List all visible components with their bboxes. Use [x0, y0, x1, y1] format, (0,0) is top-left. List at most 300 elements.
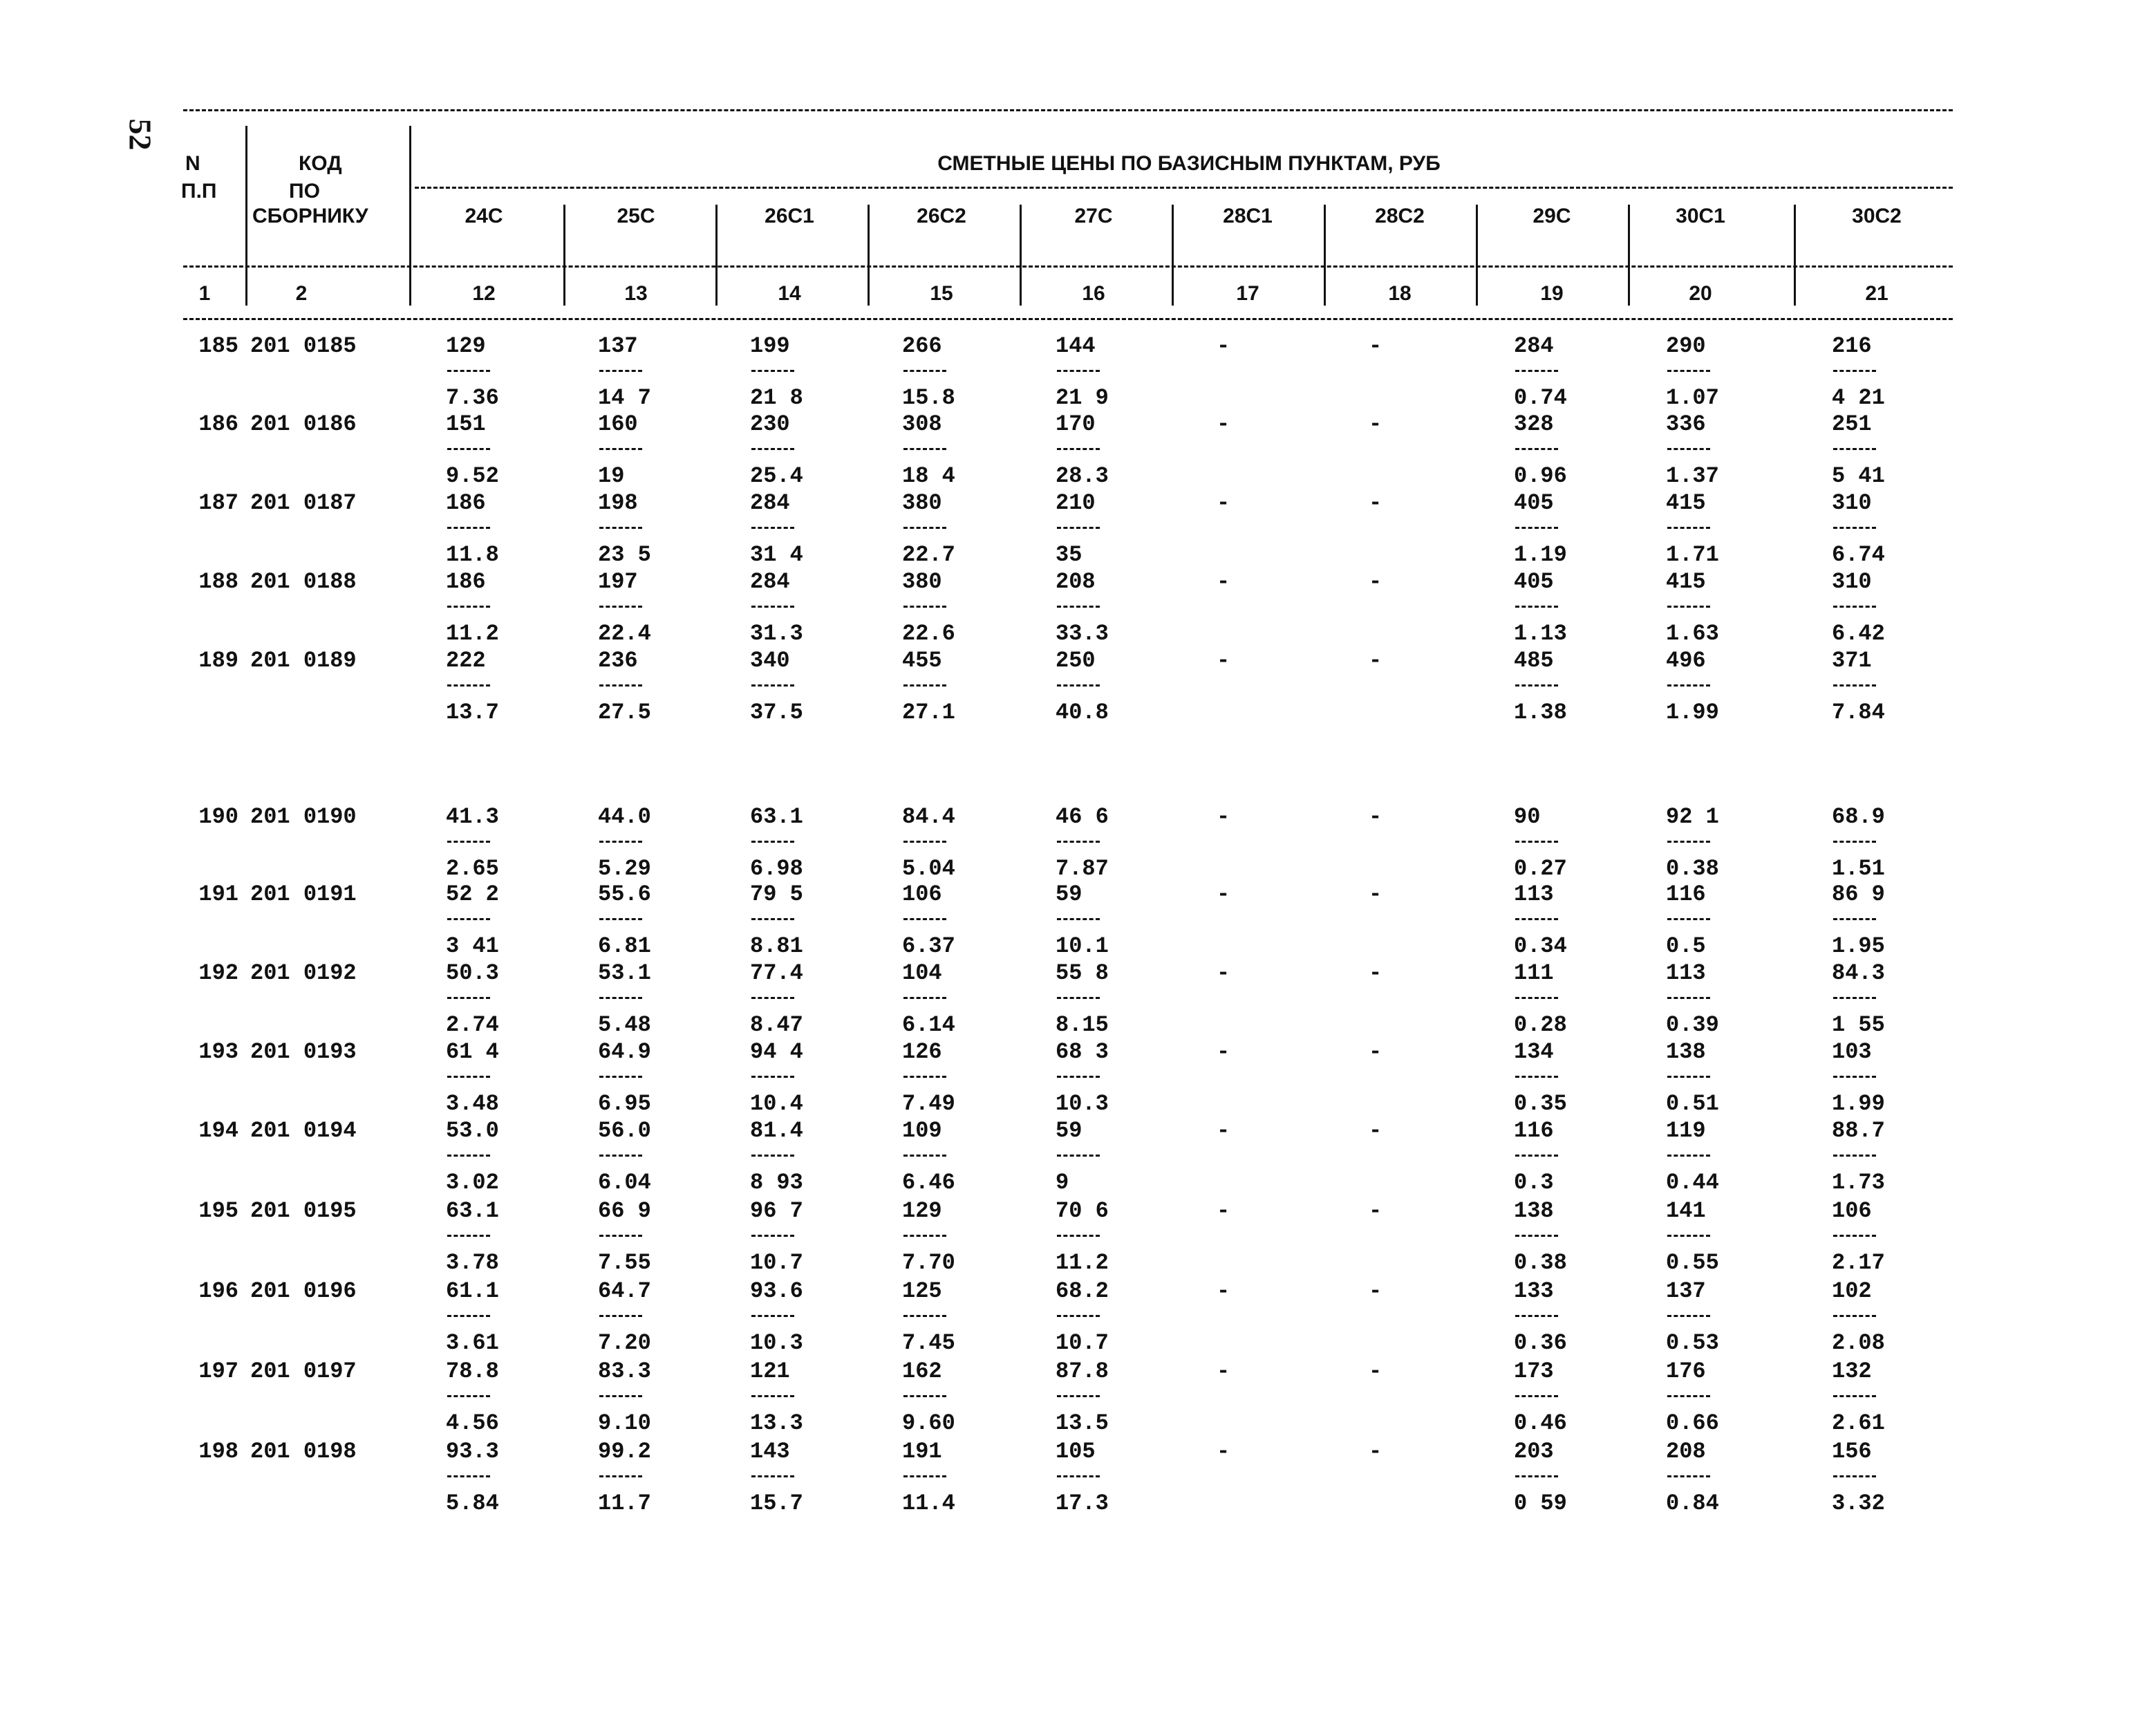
- fraction-bar: [903, 997, 946, 999]
- price-numerator: 109: [902, 1118, 942, 1143]
- col-separator: [245, 126, 247, 306]
- price-numerator: 371: [1832, 648, 1872, 673]
- rule-numbers-bottom: [183, 318, 1953, 320]
- price-denominator: 1.71: [1666, 542, 1719, 568]
- price-numerator: -: [1217, 411, 1230, 437]
- price-numerator: -: [1217, 569, 1230, 595]
- price-numerator: 113: [1514, 881, 1554, 907]
- fraction-bar: [1515, 1235, 1558, 1237]
- price-denominator: 0.96: [1514, 463, 1567, 489]
- fraction-bar: [1057, 1155, 1100, 1157]
- price-numerator: 64.7: [598, 1278, 651, 1304]
- fraction-bar: [1667, 1395, 1710, 1397]
- fraction-bar: [751, 606, 794, 608]
- fraction-bar: [903, 684, 946, 687]
- fraction-bar: [447, 370, 490, 372]
- price-denominator: 15.8: [902, 385, 955, 411]
- price-numerator: 77.4: [750, 960, 803, 986]
- fraction-bar: [1667, 997, 1710, 999]
- price-denominator: 31.3: [750, 621, 803, 646]
- row-code: 201 0195: [250, 1198, 357, 1224]
- fraction-bar: [447, 841, 490, 843]
- column-number: 13: [624, 282, 648, 305]
- row-number: 190: [198, 804, 238, 830]
- price-numerator: 455: [902, 648, 942, 673]
- price-numerator: 79 5: [750, 881, 803, 907]
- fraction-bar: [599, 606, 642, 608]
- price-numerator: 405: [1514, 490, 1554, 516]
- price-numerator: 284: [1514, 333, 1554, 359]
- price-numerator: 104: [902, 960, 942, 986]
- header-point-30С1: 30С1: [1676, 205, 1725, 227]
- price-denominator: 5.29: [598, 856, 651, 881]
- price-numerator: -: [1217, 490, 1230, 516]
- fraction-bar: [1057, 370, 1100, 372]
- price-denominator: 22.7: [902, 542, 955, 568]
- price-denominator: 0.34: [1514, 933, 1567, 959]
- fraction-bar: [903, 370, 946, 372]
- row-code: 201 0198: [250, 1439, 357, 1464]
- price-numerator: 125: [902, 1278, 942, 1304]
- fraction-bar: [1057, 606, 1100, 608]
- fraction-bar: [1667, 606, 1710, 608]
- fraction-bar: [1667, 1155, 1710, 1157]
- price-denominator: 11.8: [446, 542, 499, 568]
- row-code: 201 0194: [250, 1118, 357, 1143]
- column-number: 15: [930, 282, 953, 305]
- price-numerator: 415: [1666, 569, 1706, 595]
- price-numerator: -: [1369, 1198, 1382, 1224]
- price-denominator: 0.35: [1514, 1091, 1567, 1117]
- fraction-bar: [1515, 918, 1558, 920]
- fraction-bar: [751, 1315, 794, 1317]
- price-numerator: 93.6: [750, 1278, 803, 1304]
- price-numerator: 134: [1514, 1039, 1554, 1065]
- price-denominator: 15.7: [750, 1491, 803, 1516]
- price-numerator: -: [1217, 1439, 1230, 1464]
- row-code: 201 0190: [250, 804, 357, 830]
- price-numerator: 68.2: [1056, 1278, 1109, 1304]
- fraction-bar: [1057, 1235, 1100, 1237]
- fraction-bar: [599, 1076, 642, 1078]
- fraction-bar: [751, 370, 794, 372]
- price-denominator: 23 5: [598, 542, 651, 568]
- price-denominator: 21 8: [750, 385, 803, 411]
- price-numerator: 50.3: [446, 960, 499, 986]
- price-numerator: 162: [902, 1358, 942, 1384]
- fraction-bar: [1057, 1395, 1100, 1397]
- price-denominator: 27.5: [598, 700, 651, 725]
- fraction-bar: [1057, 1076, 1100, 1078]
- price-numerator: -: [1217, 648, 1230, 673]
- price-numerator: 496: [1666, 648, 1706, 673]
- price-numerator: 78.8: [446, 1358, 499, 1384]
- price-numerator: -: [1217, 333, 1230, 359]
- col-separator: [1794, 205, 1796, 306]
- price-denominator: 7.45: [902, 1330, 955, 1356]
- price-numerator: 126: [902, 1039, 942, 1065]
- price-numerator: 129: [902, 1198, 942, 1224]
- header-point-30С2: 30С2: [1852, 205, 1902, 227]
- price-denominator: 7.70: [902, 1250, 955, 1276]
- price-numerator: -: [1217, 1198, 1230, 1224]
- price-numerator: 250: [1056, 648, 1096, 673]
- fraction-bar: [599, 918, 642, 920]
- fraction-bar: [751, 684, 794, 687]
- fraction-bar: [1667, 1076, 1710, 1078]
- price-numerator: 310: [1832, 490, 1872, 516]
- price-numerator: 186: [446, 569, 486, 595]
- price-denominator: 1.51: [1832, 856, 1885, 881]
- header-point-28С1: 28С1: [1223, 205, 1273, 227]
- price-denominator: 17.3: [1056, 1491, 1109, 1516]
- fraction-bar: [903, 1315, 946, 1317]
- price-numerator: -: [1369, 1039, 1382, 1065]
- price-denominator: 8 93: [750, 1170, 803, 1195]
- fraction-bar: [1667, 1315, 1710, 1317]
- price-numerator: 46 6: [1056, 804, 1109, 830]
- price-denominator: 21 9: [1056, 385, 1109, 411]
- price-numerator: 198: [598, 490, 638, 516]
- price-numerator: -: [1217, 1039, 1230, 1065]
- price-numerator: -: [1369, 648, 1382, 673]
- fraction-bar: [1833, 1076, 1876, 1078]
- fraction-bar: [903, 1076, 946, 1078]
- price-denominator: 1.37: [1666, 463, 1719, 489]
- fraction-bar: [1667, 1235, 1710, 1237]
- header-code-line3: СБОРНИКУ: [252, 205, 368, 227]
- price-numerator: -: [1369, 333, 1382, 359]
- price-numerator: 41.3: [446, 804, 499, 830]
- fraction-bar: [751, 448, 794, 450]
- price-denominator: 1.13: [1514, 621, 1567, 646]
- price-numerator: 199: [750, 333, 790, 359]
- col-separator: [1020, 205, 1022, 306]
- price-denominator: 6.98: [750, 856, 803, 881]
- fraction-bar: [447, 1315, 490, 1317]
- fraction-bar: [1833, 918, 1876, 920]
- price-numerator: 83.3: [598, 1358, 651, 1384]
- price-numerator: 61 4: [446, 1039, 499, 1065]
- price-numerator: 144: [1056, 333, 1096, 359]
- price-denominator: 1.63: [1666, 621, 1719, 646]
- price-denominator: 0.53: [1666, 1330, 1719, 1356]
- fraction-bar: [751, 918, 794, 920]
- fraction-bar: [1057, 918, 1100, 920]
- header-point-28С2: 28С2: [1375, 205, 1425, 227]
- fraction-bar: [599, 997, 642, 999]
- price-numerator: 113: [1666, 960, 1706, 986]
- price-numerator: 92 1: [1666, 804, 1719, 830]
- fraction-bar: [1833, 370, 1876, 372]
- fraction-bar: [903, 1475, 946, 1477]
- row-code: 201 0186: [250, 411, 357, 437]
- fraction-bar: [751, 1235, 794, 1237]
- fraction-bar: [751, 1076, 794, 1078]
- price-numerator: -: [1369, 960, 1382, 986]
- price-denominator: 7.49: [902, 1091, 955, 1117]
- price-numerator: 81.4: [750, 1118, 803, 1143]
- price-numerator: 68.9: [1832, 804, 1885, 830]
- row-code: 201 0188: [250, 569, 357, 595]
- price-denominator: 5.84: [446, 1491, 499, 1516]
- price-numerator: 53.0: [446, 1118, 499, 1143]
- price-denominator: 0.66: [1666, 1410, 1719, 1436]
- price-numerator: 266: [902, 333, 942, 359]
- row-code: 201 0189: [250, 648, 357, 673]
- price-denominator: 1.19: [1514, 542, 1567, 568]
- price-numerator: -: [1369, 569, 1382, 595]
- fraction-bar: [1667, 370, 1710, 372]
- price-numerator: 203: [1514, 1439, 1554, 1464]
- price-numerator: -: [1369, 1278, 1382, 1304]
- price-numerator: 143: [750, 1439, 790, 1464]
- price-numerator: 251: [1832, 411, 1872, 437]
- col-separator: [1476, 205, 1478, 306]
- price-numerator: 84.3: [1832, 960, 1885, 986]
- column-number: 20: [1689, 282, 1712, 305]
- price-denominator: 0.84: [1666, 1491, 1719, 1516]
- fraction-bar: [599, 1315, 642, 1317]
- price-denominator: 8.47: [750, 1012, 803, 1038]
- price-numerator: 103: [1832, 1039, 1872, 1065]
- price-numerator: 121: [750, 1358, 790, 1384]
- price-denominator: 27.1: [902, 700, 955, 725]
- fraction-bar: [903, 527, 946, 529]
- fraction-bar: [1515, 1076, 1558, 1078]
- fraction-bar: [751, 1475, 794, 1477]
- column-number: 17: [1236, 282, 1259, 305]
- column-number: 19: [1540, 282, 1564, 305]
- row-code: 201 0192: [250, 960, 357, 986]
- price-numerator: -: [1217, 1118, 1230, 1143]
- fraction-bar: [1833, 1315, 1876, 1317]
- price-denominator: 11.4: [902, 1491, 955, 1516]
- header-pp: П.П: [181, 180, 217, 203]
- price-denominator: 0.36: [1514, 1330, 1567, 1356]
- price-denominator: 14 7: [598, 385, 651, 411]
- price-numerator: 63.1: [446, 1198, 499, 1224]
- col-separator: [1628, 205, 1630, 306]
- price-denominator: 7.36: [446, 385, 499, 411]
- price-denominator: 1.99: [1832, 1091, 1885, 1117]
- price-denominator: 3.78: [446, 1250, 499, 1276]
- rule-numbers-top: [183, 265, 1953, 268]
- header-code-line2: ПО: [289, 180, 320, 203]
- price-numerator: 68 3: [1056, 1039, 1109, 1065]
- col-separator: [1324, 205, 1326, 306]
- price-numerator: 93.3: [446, 1439, 499, 1464]
- price-denominator: 10.3: [750, 1330, 803, 1356]
- row-code: 201 0197: [250, 1358, 357, 1384]
- column-number: 2: [295, 282, 308, 305]
- price-denominator: 1.99: [1666, 700, 1719, 725]
- price-denominator: 6.46: [902, 1170, 955, 1195]
- price-numerator: 197: [598, 569, 638, 595]
- price-numerator: 141: [1666, 1198, 1706, 1224]
- price-numerator: 102: [1832, 1278, 1872, 1304]
- price-numerator: 156: [1832, 1439, 1872, 1464]
- col-separator: [409, 126, 411, 306]
- price-denominator: 6.37: [902, 933, 955, 959]
- fraction-bar: [1667, 841, 1710, 843]
- price-numerator: 230: [750, 411, 790, 437]
- price-numerator: -: [1369, 411, 1382, 437]
- price-numerator: 116: [1666, 881, 1706, 907]
- price-numerator: 186: [446, 490, 486, 516]
- price-numerator: 310: [1832, 569, 1872, 595]
- fraction-bar: [1667, 527, 1710, 529]
- price-numerator: -: [1217, 1358, 1230, 1384]
- fraction-bar: [751, 997, 794, 999]
- row-number: 198: [198, 1439, 238, 1464]
- price-numerator: 380: [902, 569, 942, 595]
- fraction-bar: [447, 448, 490, 450]
- fraction-bar: [751, 1155, 794, 1157]
- price-numerator: 90: [1514, 804, 1541, 830]
- fraction-bar: [1833, 1395, 1876, 1397]
- fraction-bar: [1667, 684, 1710, 687]
- price-denominator: 3.32: [1832, 1491, 1885, 1516]
- price-denominator: 22.4: [598, 621, 651, 646]
- price-denominator: 3.48: [446, 1091, 499, 1117]
- price-numerator: 94 4: [750, 1039, 803, 1065]
- row-number: 196: [198, 1278, 238, 1304]
- price-numerator: 52 2: [446, 881, 499, 907]
- fraction-bar: [1515, 684, 1558, 687]
- fraction-bar: [599, 370, 642, 372]
- fraction-bar: [447, 997, 490, 999]
- col-separator: [563, 205, 565, 306]
- row-number: 186: [198, 411, 238, 437]
- column-number: 18: [1388, 282, 1412, 305]
- row-number: 187: [198, 490, 238, 516]
- fraction-bar: [447, 1076, 490, 1078]
- price-denominator: 3.02: [446, 1170, 499, 1195]
- fraction-bar: [447, 1155, 490, 1157]
- col-separator: [868, 205, 870, 306]
- row-number: 185: [198, 333, 238, 359]
- fraction-bar: [1515, 1475, 1558, 1477]
- price-denominator: 40.8: [1056, 700, 1109, 725]
- price-numerator: 96 7: [750, 1198, 803, 1224]
- price-denominator: 2.74: [446, 1012, 499, 1038]
- price-denominator: 5.48: [598, 1012, 651, 1038]
- price-numerator: 336: [1666, 411, 1706, 437]
- row-number: 197: [198, 1358, 238, 1384]
- fraction-bar: [1833, 997, 1876, 999]
- price-numerator: -: [1369, 881, 1382, 907]
- price-numerator: 87.8: [1056, 1358, 1109, 1384]
- header-point-26С1: 26С1: [765, 205, 814, 227]
- price-numerator: 208: [1666, 1439, 1706, 1464]
- price-numerator: 191: [902, 1439, 942, 1464]
- page-number: 52: [122, 118, 158, 151]
- price-denominator: 2.08: [1832, 1330, 1885, 1356]
- price-denominator: 10.7: [1056, 1330, 1109, 1356]
- fraction-bar: [447, 1395, 490, 1397]
- price-denominator: 9.10: [598, 1410, 651, 1436]
- price-numerator: -: [1217, 881, 1230, 907]
- fraction-bar: [447, 684, 490, 687]
- fraction-bar: [599, 527, 642, 529]
- price-denominator: 0.38: [1514, 1250, 1567, 1276]
- price-numerator: 133: [1514, 1278, 1554, 1304]
- fraction-bar: [1057, 527, 1100, 529]
- price-numerator: 208: [1056, 569, 1096, 595]
- fraction-bar: [599, 1235, 642, 1237]
- fraction-bar: [599, 1395, 642, 1397]
- header-point-25С: 25С: [617, 205, 655, 227]
- fraction-bar: [1515, 1395, 1558, 1397]
- price-denominator: 1 55: [1832, 1012, 1885, 1038]
- price-denominator: 10.7: [750, 1250, 803, 1276]
- price-numerator: 55 8: [1056, 960, 1109, 986]
- price-numerator: 290: [1666, 333, 1706, 359]
- column-number: 16: [1082, 282, 1105, 305]
- price-denominator: 13.7: [446, 700, 499, 725]
- price-denominator: 0.39: [1666, 1012, 1719, 1038]
- fraction-bar: [751, 841, 794, 843]
- fraction-bar: [903, 918, 946, 920]
- price-numerator: 415: [1666, 490, 1706, 516]
- fraction-bar: [1515, 1315, 1558, 1317]
- price-numerator: -: [1217, 960, 1230, 986]
- price-denominator: 7.20: [598, 1330, 651, 1356]
- price-denominator: 1.95: [1832, 933, 1885, 959]
- price-numerator: 106: [902, 881, 942, 907]
- header-point-27С: 27С: [1074, 205, 1113, 227]
- price-numerator: 59: [1056, 1118, 1082, 1143]
- fraction-bar: [903, 448, 946, 450]
- row-number: 191: [198, 881, 238, 907]
- fraction-bar: [1515, 997, 1558, 999]
- price-numerator: 210: [1056, 490, 1096, 516]
- header-point-29С: 29С: [1532, 205, 1571, 227]
- price-denominator: 0.74: [1514, 385, 1567, 411]
- price-denominator: 6.04: [598, 1170, 651, 1195]
- price-numerator: 176: [1666, 1358, 1706, 1384]
- price-numerator: 106: [1832, 1198, 1872, 1224]
- fraction-bar: [1667, 918, 1710, 920]
- price-numerator: 236: [598, 648, 638, 673]
- price-denominator: 1.73: [1832, 1170, 1885, 1195]
- row-number: 189: [198, 648, 238, 673]
- row-code: 201 0196: [250, 1278, 357, 1304]
- price-numerator: 173: [1514, 1358, 1554, 1384]
- price-denominator: 2.17: [1832, 1250, 1885, 1276]
- fraction-bar: [1833, 841, 1876, 843]
- fraction-bar: [903, 606, 946, 608]
- price-denominator: 13.3: [750, 1410, 803, 1436]
- fraction-bar: [1667, 1475, 1710, 1477]
- price-numerator: -: [1369, 1439, 1382, 1464]
- fraction-bar: [1515, 606, 1558, 608]
- fraction-bar: [751, 1395, 794, 1397]
- price-numerator: 84.4: [902, 804, 955, 830]
- price-numerator: 405: [1514, 569, 1554, 595]
- row-number: 195: [198, 1198, 238, 1224]
- price-denominator: 22.6: [902, 621, 955, 646]
- price-numerator: 137: [598, 333, 638, 359]
- price-denominator: 33.3: [1056, 621, 1109, 646]
- row-code: 201 0187: [250, 490, 357, 516]
- fraction-bar: [1833, 1475, 1876, 1477]
- fraction-bar: [447, 1475, 490, 1477]
- fraction-bar: [599, 1155, 642, 1157]
- price-denominator: 9: [1056, 1170, 1069, 1195]
- fraction-bar: [1057, 1475, 1100, 1477]
